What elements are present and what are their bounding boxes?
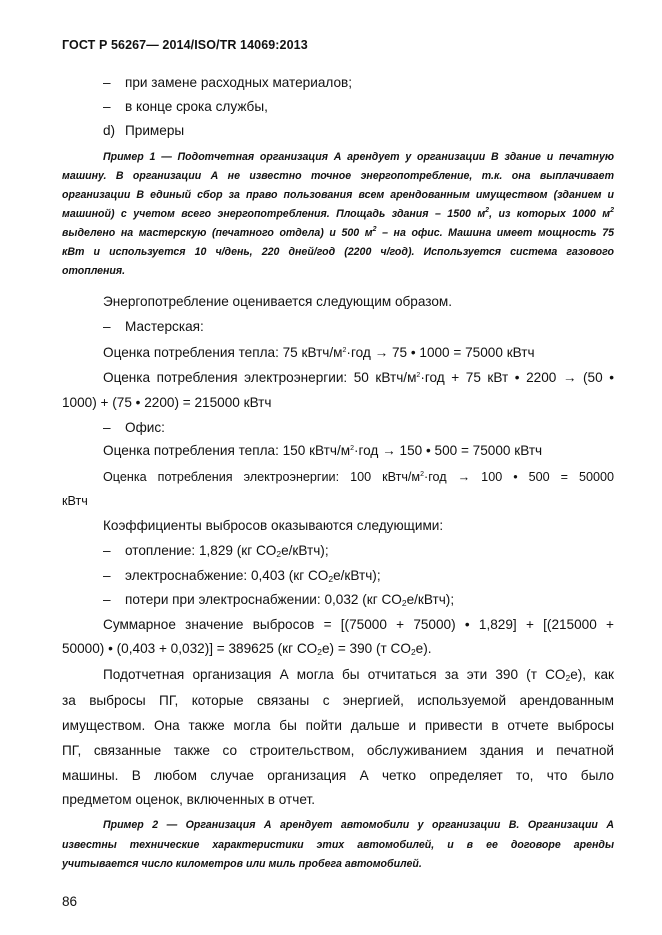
coefficient-item: электроснабжение: 0,403 (кг $CO_2e/кВтч$);	[125, 568, 381, 584]
coefficient-item: потери при электроснабжении: 0,032 (кг $CO_2e/кВтч$);	[125, 592, 455, 608]
example1-line: выделено на мастерскую (печатного отдела) и 500 $м^2$ – на офис. Машина имеет мощность 75	[62, 226, 614, 239]
page-number: 86	[62, 894, 78, 909]
list-item-office: Офис:	[125, 420, 165, 435]
example1-line: Пример 1 — Подотчетная организация А арендует у организации В здание и печатную	[103, 151, 614, 163]
list-dash: –	[103, 420, 111, 435]
conclusion-paragraph: Подотчетная организация А могла бы отчитаться за эти 390 (т $CO_2e$), как	[103, 667, 614, 683]
example1-line: кВт и используется 10 ч/день, 220 дней/год (2200 ч/год). Используется система газового	[62, 246, 614, 258]
page-header-standard-number: ГОСТ Р 56267— 2014/ISO/TR 14069:2013	[62, 38, 308, 52]
list-item-workshop: Мастерская:	[125, 319, 204, 334]
conclusion-paragraph: ПГ, связанные также со строительством, обслуживанием здания и печатной	[62, 743, 614, 758]
example2-line: известны технические характеристики этих автомобилей, и в ее договоре аренды	[62, 839, 614, 851]
calc-electricity-office: Оценка потребления электроэнергии: 100 кВтч/$м^2\cdot год \to 100$ • 500 = 50000	[103, 470, 615, 484]
total-emissions-cont: 50000) • (0,403 + 0,032)] = 389625 (кг $CO_2e) = 390$ (т $CO_2e$).	[62, 641, 432, 657]
calc-electricity-office-cont: кВтч	[62, 494, 88, 508]
body-paragraph: Энергопотребление оценивается следующим образом.	[103, 294, 453, 309]
calc-heat-office: Оценка потребления тепла: 150 кВтч/$м^2\cdot год \to 150$ • 500 = 75000 кВтч	[103, 443, 543, 458]
list-dash: –	[103, 592, 111, 607]
example2-line: учитывается число километров или миль пробега автомобилей.	[62, 858, 422, 870]
calc-heat-workshop: Оценка потребления тепла: 75 кВтч/$м^2\cdot год \to 75$ • 1000 = 75000 кВтч	[103, 345, 535, 360]
coefficient-item: отопление: 1,829 (кг $CO_2e/кВтч$);	[125, 543, 329, 559]
conclusion-paragraph: за выбросы ПГ, которые связаны с энергией, используемой арендованным	[62, 693, 614, 708]
example1-line: организации В единый сбор за право пользования всем арендованным имуществом (зданием и	[62, 189, 614, 201]
section-title: Примеры	[125, 123, 185, 138]
list-dash: –	[103, 568, 111, 583]
example2-line: Пример 2 — Организация А арендует автомобили у организации В. Организации А	[103, 819, 614, 831]
list-dash: –	[103, 319, 111, 334]
list-dash: –	[103, 543, 111, 558]
example1-line: машиной) с учетом всего энергопотребления. Площадь здания – 1500 $м^2$, из которых 1000 $м^2$	[62, 207, 615, 220]
list-item: в конце срока службы,	[125, 99, 268, 114]
calc-electricity-workshop-cont: 1000) + (75 • 2200) = 215000 кВтч	[62, 395, 272, 410]
coefficients-intro: Коэффициенты выбросов оказываются следующими:	[103, 518, 444, 533]
conclusion-paragraph: имуществом. Она также могла бы пойти дальше и привести в отчете выбросы	[62, 718, 614, 733]
example1-line: отопления.	[62, 265, 126, 277]
conclusion-paragraph: машины. В любом случае организация А четко определяет то, что было	[62, 768, 614, 783]
list-item: при замене расходных материалов;	[125, 75, 353, 90]
section-letter: d)	[103, 123, 116, 138]
list-dash: –	[103, 99, 111, 114]
total-emissions: Суммарное значение выбросов = [(75000 + 75000) • 1,829] + [(215000 +	[103, 617, 614, 632]
list-dash: –	[103, 75, 111, 90]
conclusion-paragraph: предметом оценок, включенных в отчет.	[62, 792, 315, 807]
example1-line: машину. В организации А не известно точное энергопотребление, т.к. она выплачивает	[62, 170, 614, 182]
calc-electricity-workshop: Оценка потребления электроэнергии: 50 кВтч/$м^2\cdot год + 75$ кВт • 2200 → (50 •	[103, 370, 614, 385]
